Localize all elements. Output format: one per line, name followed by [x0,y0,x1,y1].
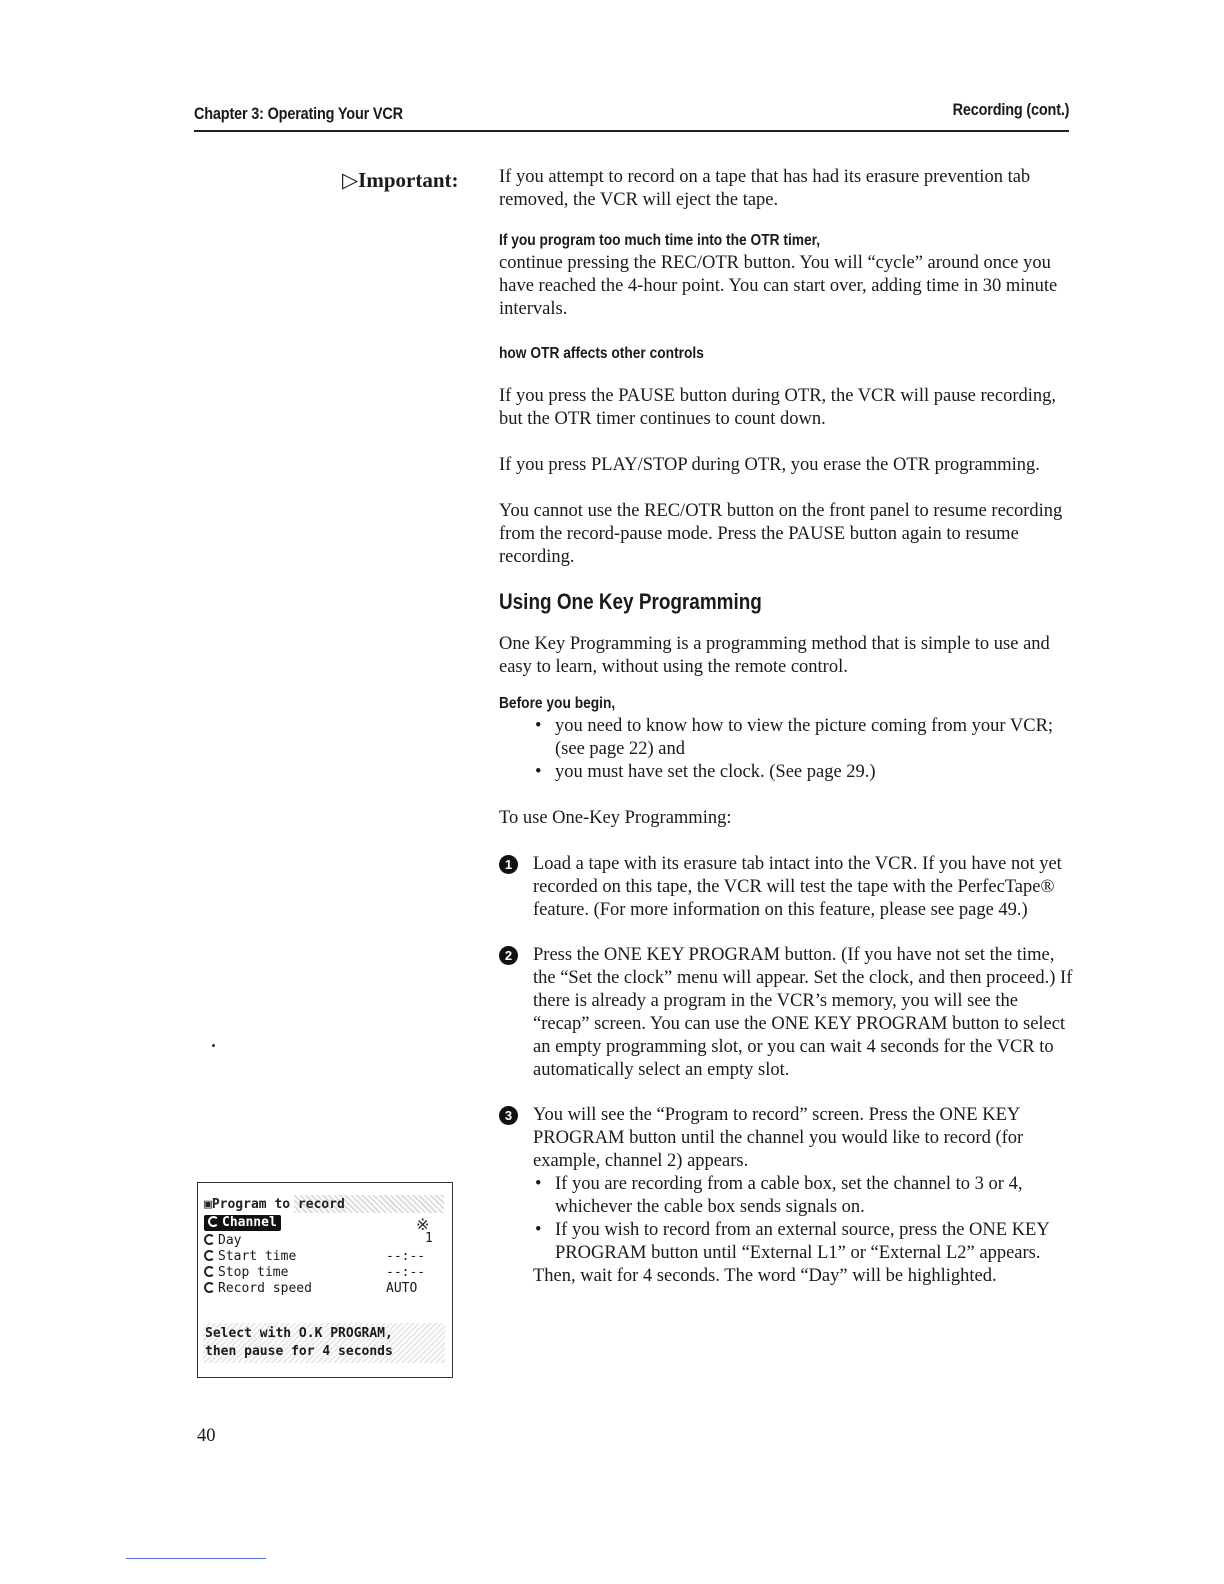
step-3-after: Then, wait for 4 seconds. The word “Day” will be highlighted. [533,1266,997,1286]
to-use-line: To use One-Key Programming: [499,808,732,828]
screen-item-value: --:-- [386,1249,426,1264]
before-bullet-list [499,715,1074,784]
main-content [499,166,1074,1288]
section-title-header: Recording (cont.) [952,100,1069,119]
screen-channel-value: 1 [425,1231,433,1246]
step-2 [499,944,1074,1082]
page-header [194,100,1069,132]
step-3-bullet: • If you are recording from a cable box, set the channel to 3 or 4, whichever the cable box sends signals on. [499,1173,1074,1219]
option-icon [208,1216,219,1227]
step-text: Load a tape with its erasure tab intact into the VCR. If you have not yet recorded on this tape, the VCR will test the tape with the PerfecTape® feature. (For more information on this feature, please see page 49.) [533,854,1062,920]
step-text: Press the ONE KEY PROGRAM button. (If you have not set the time, the “Set the clock” menu will appear. Set the clock, and then proceed.) If there is already a program in the VCR’s memory, you will see the “recap” screen. You can use the ONE KEY PROGRAM button to select an empty programming slot, or you can wait 4 seconds for the VCR to automatically select an empty slot. [533,945,1073,1080]
step-number-2: 2 [499,946,518,965]
otr-frontpanel-paragraph: You cannot use the REC/OTR button on the front panel to resume recording from the record-pause mode. Press the PAUSE button again to resume recording. [499,501,1063,567]
option-icon [204,1250,215,1261]
option-icon [204,1282,215,1293]
scan-speck [212,1044,215,1047]
triangle-icon: ▷ [342,168,359,192]
otr-pause-paragraph: If you press the PAUSE button during OTR, the VCR will pause recording, but the OTR timer continues to count down. [499,386,1057,429]
otr-timer-text: continue pressing the REC/OTR button. You will “cycle” around once you have reached the 4-hour point. You can start over, adding time in 30 minute intervals. [499,253,1058,319]
important-text: If you attempt to record on a tape that has had its erasure prevention tab removed, the VCR will eject the tape. [499,167,1031,210]
screen-item-day: Day [204,1233,241,1249]
page-number: 40 [197,1426,216,1446]
program-to-record-screen [197,1182,453,1378]
before-subhead: Before you begin, [499,695,616,712]
bottom-rule [126,1558,266,1559]
chapter-title: Chapter 3: Operating Your VCR [194,104,403,123]
screen-footer [203,1323,445,1363]
screen-item-start-time: Start time [204,1249,296,1265]
step-text: You will see the “Program to record” screen. Press the ONE KEY PROGRAM button until the channel you would like to record (for example, channel 2) appears. [533,1105,1024,1171]
step-3-bullets [499,1173,1074,1265]
screen-footer-line: then pause for 4 seconds [205,1344,393,1359]
option-icon [204,1266,215,1277]
one-key-title: Using One Key Programming [499,589,762,614]
tape-icon: ▣ [204,1197,212,1212]
one-key-intro: One Key Programming is a programming method that is simple to use and easy to learn, without using the remote control. [499,634,1050,677]
step-number-1: 1 [499,855,518,874]
important-label: ▷Important: [342,168,459,192]
otr-controls-subhead: how OTR affects other controls [499,345,704,362]
screen-item-stop-time: Stop time [204,1265,288,1281]
screen-title: ▣Program to record [204,1197,345,1212]
screen-channel-highlight: Channel [204,1215,281,1231]
screen-item-value: --:-- [386,1265,426,1280]
step-1 [499,853,1074,922]
sun-icon: ※ [416,1215,430,1234]
before-bullet: • you must have set the clock. (See page 29.) [499,761,1074,784]
screen-item-record-speed: Record speed [204,1281,312,1297]
before-bullet: • you need to know how to view the picture coming from your VCR; (see page 22) and [499,715,1074,761]
step-3 [499,1104,1074,1288]
screen-item-value: AUTO [386,1281,418,1296]
option-icon [204,1234,215,1245]
step-3-bullet: • If you wish to record from an external source, press the ONE KEY PROGRAM button until “External L1” or “External L2” appears. [499,1219,1074,1265]
otr-timer-subhead: If you program too much time into the OTR timer, [499,232,821,249]
otr-playstop-paragraph: If you press PLAY/STOP during OTR, you erase the OTR programming. [499,455,1040,475]
step-number-3: 3 [499,1106,518,1125]
screen-footer-line: Select with O.K PROGRAM, [205,1326,393,1341]
